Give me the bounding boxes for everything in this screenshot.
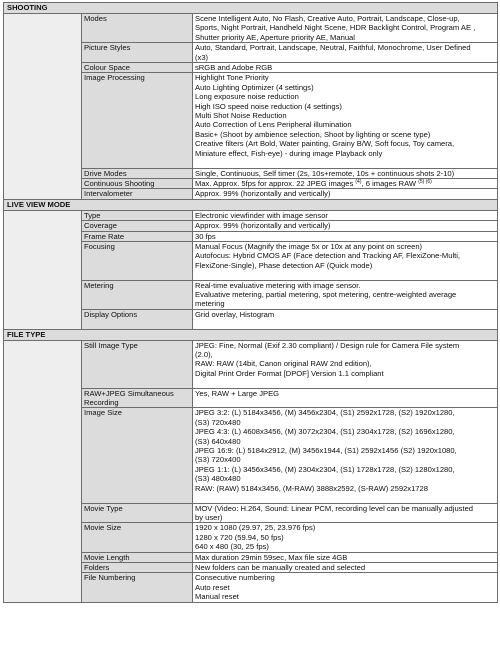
spec-value bbox=[193, 408, 498, 503]
spec-value-line bbox=[195, 299, 495, 308]
spec-table-body bbox=[4, 3, 498, 603]
spec-row bbox=[4, 340, 498, 388]
spec-value-line bbox=[195, 474, 495, 483]
section-header-row bbox=[4, 329, 498, 340]
spec-value-line bbox=[195, 389, 495, 398]
spec-value-line bbox=[195, 553, 495, 562]
spec-label: Still Image Type bbox=[82, 340, 193, 388]
spec-value-line bbox=[195, 281, 495, 290]
spec-label: Image Processing bbox=[82, 73, 193, 168]
section-title: FILE TYPE bbox=[4, 329, 498, 340]
spec-value-line bbox=[195, 583, 495, 592]
value-text: Approx. 99% (horizontally and vertically) bbox=[195, 221, 331, 231]
spec-label: Coverage bbox=[82, 221, 193, 231]
spec-label-line: RAW+JPEG Simultaneous bbox=[84, 388, 174, 398]
spec-value-line bbox=[195, 189, 495, 198]
value-text: Basic+ (Shoot by ambience selection, Shoot by lighting or scene type) bbox=[195, 129, 431, 139]
spec-value bbox=[193, 14, 498, 43]
spec-value-line bbox=[195, 542, 495, 551]
spec-value-line bbox=[195, 446, 495, 455]
spec-value-line bbox=[195, 23, 495, 32]
spec-value bbox=[193, 63, 498, 73]
section-header-row bbox=[4, 3, 498, 14]
spec-value-line bbox=[195, 523, 495, 532]
value-text: Auto Lighting Optimizer (4 settings) bbox=[195, 82, 314, 92]
value-text: (2.0), bbox=[195, 350, 213, 359]
spec-label: Metering bbox=[82, 280, 193, 309]
spec-value-line bbox=[195, 592, 495, 601]
spec-value-line bbox=[195, 573, 495, 582]
spec-value bbox=[193, 340, 498, 388]
value-text: Miniature effect, Fish-eye) - during image Playback only bbox=[195, 148, 383, 158]
value-text: Manual reset bbox=[195, 592, 239, 602]
section-title: SHOOTING bbox=[4, 3, 498, 14]
spec-value bbox=[193, 280, 498, 309]
spec-label: Movie Length bbox=[82, 552, 193, 562]
spec-label: Display Options bbox=[82, 309, 193, 329]
spec-value-line bbox=[195, 232, 495, 241]
section-spacer-cell bbox=[4, 210, 82, 329]
spec-value-line bbox=[195, 465, 495, 474]
section-title: LIVE VIEW MODE bbox=[4, 199, 498, 210]
value-text: Max duration 29min 59sec, Max file size 4GB bbox=[195, 552, 348, 562]
section-spacer-cell bbox=[4, 340, 82, 602]
spec-value-line bbox=[195, 563, 495, 572]
value-text: , 6 images RAW bbox=[361, 178, 419, 188]
spec-table bbox=[3, 2, 498, 603]
spec-label bbox=[82, 388, 193, 408]
value-text: Long exposure noise reduction bbox=[195, 92, 299, 102]
value-text: RAW: RAW (14bit, Canon original RAW 2nd edition), bbox=[195, 359, 372, 369]
spec-value-line bbox=[195, 211, 495, 220]
spec-label: Modes bbox=[82, 14, 193, 43]
value-text: metering bbox=[195, 299, 225, 309]
spec-value-line bbox=[195, 251, 495, 260]
spec-value-line bbox=[195, 427, 495, 436]
value-text: Shutter priority AE, Aperture priority AE, Manual bbox=[195, 32, 355, 42]
spec-value-line bbox=[195, 221, 495, 230]
spec-value bbox=[193, 178, 498, 188]
value-text: Auto Correction of Lens Peripheral illumination bbox=[195, 120, 352, 130]
spec-label: Frame Rate bbox=[82, 231, 193, 241]
spec-label: Folders bbox=[82, 562, 193, 572]
spec-label: Focusing bbox=[82, 241, 193, 280]
spec-value bbox=[193, 503, 498, 523]
spec-value-line bbox=[195, 378, 495, 387]
value-text: JPEG 1:1: (L) 3456x3456, (M) 2304x2304, (S1) 1728x1728, (S2) 1280x1280, bbox=[195, 464, 455, 474]
spec-value-line bbox=[195, 179, 495, 188]
value-text: sRGB and Adobe RGB bbox=[195, 63, 273, 73]
value-text: JPEG 3:2: (L) 5184x3456, (M) 3456x2304, (S1) 2592x1728, (S2) 1920x1280, bbox=[195, 408, 455, 418]
spec-value-line bbox=[195, 53, 495, 62]
spec-value-line bbox=[195, 139, 495, 148]
spec-value bbox=[193, 552, 498, 562]
spec-value-line bbox=[195, 418, 495, 427]
spec-value bbox=[193, 168, 498, 178]
value-text: Autofocus: Hybrid CMOS AF (Face detection and Tracking AF, FlexiZone-Multi, bbox=[195, 251, 461, 261]
section-spacer-cell bbox=[4, 14, 82, 200]
value-text: JPEG: Fine, Normal (Exif 2.30 compliant) / Design rule for Camera File system bbox=[195, 340, 460, 350]
value-text: 1280 x 720 (59.94, 50 fps) bbox=[195, 532, 284, 542]
section-header-row bbox=[4, 199, 498, 210]
spec-value-line bbox=[195, 83, 495, 92]
spec-label-line: Recording bbox=[84, 398, 119, 408]
spec-value-line bbox=[195, 120, 495, 129]
value-text: Auto reset bbox=[195, 582, 230, 592]
spec-value-line bbox=[195, 169, 495, 178]
spec-value bbox=[193, 210, 498, 220]
value-text: Approx. 99% (horizontally and vertically) bbox=[195, 189, 331, 199]
value-text: Multi Shot Noise Reduction bbox=[195, 111, 287, 121]
value-text: New folders can be manually created and selected bbox=[195, 562, 366, 572]
spec-value-line bbox=[195, 493, 495, 502]
value-text: JPEG 4:3: (L) 4608x3456, (M) 3072x2304, (S1) 2304x1728, (S2) 1696x1280, bbox=[195, 427, 455, 437]
spec-label: Intervalometer bbox=[82, 189, 193, 199]
value-text: (S3) 480x480 bbox=[195, 474, 241, 484]
value-text: Max. Approx. 5fps for approx. 22 JPEG images bbox=[195, 178, 356, 188]
value-text: Scene Intelligent Auto, No Flash, Creative Auto, Portrait, Landscape, Close-up, bbox=[195, 14, 460, 23]
value-text: Electronic viewfinder with image sensor bbox=[195, 210, 328, 220]
spec-value bbox=[193, 388, 498, 408]
spec-value bbox=[193, 562, 498, 572]
spec-value-line bbox=[195, 341, 495, 350]
value-text: (S3) 640x480 bbox=[195, 436, 241, 446]
spec-label: Drive Modes bbox=[82, 168, 193, 178]
spec-value-line bbox=[195, 149, 495, 158]
value-text: JPEG 16:9: (L) 5184x2912, (M) 3456x1944, (S1) 2592x1456 (S2) 1920x1080, bbox=[195, 446, 457, 456]
spec-value-line bbox=[195, 437, 495, 446]
spec-row bbox=[4, 210, 498, 220]
spec-value-line bbox=[195, 408, 495, 417]
spec-value bbox=[193, 309, 498, 329]
spec-value-line bbox=[195, 319, 495, 328]
value-text: Yes, RAW + Large JPEG bbox=[195, 388, 280, 398]
spec-value-line bbox=[195, 310, 495, 319]
value-text: Sports, Night Portrait, Handheld Night Scene, HDR Backlight Control, Program AE , bbox=[195, 23, 476, 33]
spec-value-line bbox=[195, 242, 495, 251]
spec-value bbox=[193, 43, 498, 63]
value-text: (S3) 720x480 bbox=[195, 417, 241, 427]
spec-value-line bbox=[195, 398, 495, 407]
spec-value-line bbox=[195, 130, 495, 139]
spec-value bbox=[193, 189, 498, 199]
spec-value-line bbox=[195, 102, 495, 111]
spec-value-line bbox=[195, 158, 495, 167]
spec-value-line bbox=[195, 261, 495, 270]
spec-label: File Numbering bbox=[82, 573, 193, 602]
spec-value-line bbox=[195, 455, 495, 464]
value-text: 30 fps bbox=[195, 231, 216, 241]
value-text: RAW: (RAW) 5184x3456, (M-RAW) 3888x2592, (S-RAW) 2592x1728 bbox=[195, 483, 428, 493]
value-text: Consecutive numbering bbox=[195, 573, 275, 583]
spec-label: Image Size bbox=[82, 408, 193, 503]
spec-value bbox=[193, 221, 498, 231]
spec-value-line bbox=[195, 33, 495, 42]
value-text: Single, Continuous, Self timer (2s, 10s+remote, 10s + continuous shots 2-10) bbox=[195, 168, 455, 178]
spec-value-line bbox=[195, 350, 495, 359]
spec-value-line bbox=[195, 92, 495, 101]
value-text: Manual Focus (Magnify the image 5x or 10x at any point on screen) bbox=[195, 241, 423, 251]
spec-value-line bbox=[195, 63, 495, 72]
value-text: Real-time evaluative metering with image sensor. bbox=[195, 280, 361, 290]
value-text: Creative filters (Art Bold, Water painting, Grainy B/W, Soft focus, Toy camera, bbox=[195, 139, 455, 149]
spec-value-line bbox=[195, 111, 495, 120]
spec-value-line bbox=[195, 270, 495, 279]
value-text: 640 x 480 (30, 25 fps) bbox=[195, 542, 269, 552]
value-text: Grid overlay, Histogram bbox=[195, 309, 275, 319]
footnote-ref: (5) (6) bbox=[418, 178, 432, 185]
value-text: by user) bbox=[195, 512, 223, 522]
spec-value-line bbox=[195, 73, 495, 82]
value-text: 1920 x 1080 (29.97, 25, 23.976 fps) bbox=[195, 523, 316, 533]
spec-value-line bbox=[195, 484, 495, 493]
value-text: Digital Print Order Format [DPOF] Version 1.1 compliant bbox=[195, 368, 384, 378]
spec-row bbox=[4, 14, 498, 43]
spec-label: Picture Styles bbox=[82, 43, 193, 63]
value-text: (S3) 720x400 bbox=[195, 455, 241, 465]
spec-value-line bbox=[195, 513, 495, 522]
spec-label: Type bbox=[82, 210, 193, 220]
spec-label: Continuous Shooting bbox=[82, 178, 193, 188]
spec-value bbox=[193, 231, 498, 241]
spec-value bbox=[193, 73, 498, 168]
spec-value bbox=[193, 573, 498, 602]
spec-value-line bbox=[195, 43, 495, 52]
value-text: Highlight Tone Priority bbox=[195, 73, 269, 83]
spec-value-line bbox=[195, 14, 495, 23]
spec-value-line bbox=[195, 533, 495, 542]
spec-value-line bbox=[195, 359, 495, 368]
footnote-ref: (4) bbox=[355, 178, 362, 185]
spec-label: Movie Size bbox=[82, 523, 193, 552]
value-text: MOV (Video: H.264, Sound: Linear PCM, recording level can be manually adjusted bbox=[195, 503, 474, 513]
spec-label: Colour Space bbox=[82, 63, 193, 73]
value-text: High ISO speed noise reduction (4 settings) bbox=[195, 101, 342, 111]
spec-value bbox=[193, 241, 498, 280]
spec-value-line bbox=[195, 290, 495, 299]
spec-value-line bbox=[195, 369, 495, 378]
spec-value bbox=[193, 523, 498, 552]
value-text: Evaluative metering, partial metering, spot metering, centre-weighted average bbox=[195, 289, 457, 299]
value-text: (x3) bbox=[195, 52, 209, 62]
value-text: Auto, Standard, Portrait, Landscape, Neutral, Faithful, Monochrome, User Defined bbox=[195, 43, 471, 53]
spec-sheet bbox=[3, 2, 497, 603]
value-text: FlexiZone-Single), Phase detection AF (Quick mode) bbox=[195, 260, 373, 270]
spec-label: Movie Type bbox=[82, 503, 193, 523]
spec-value-line bbox=[195, 504, 495, 513]
